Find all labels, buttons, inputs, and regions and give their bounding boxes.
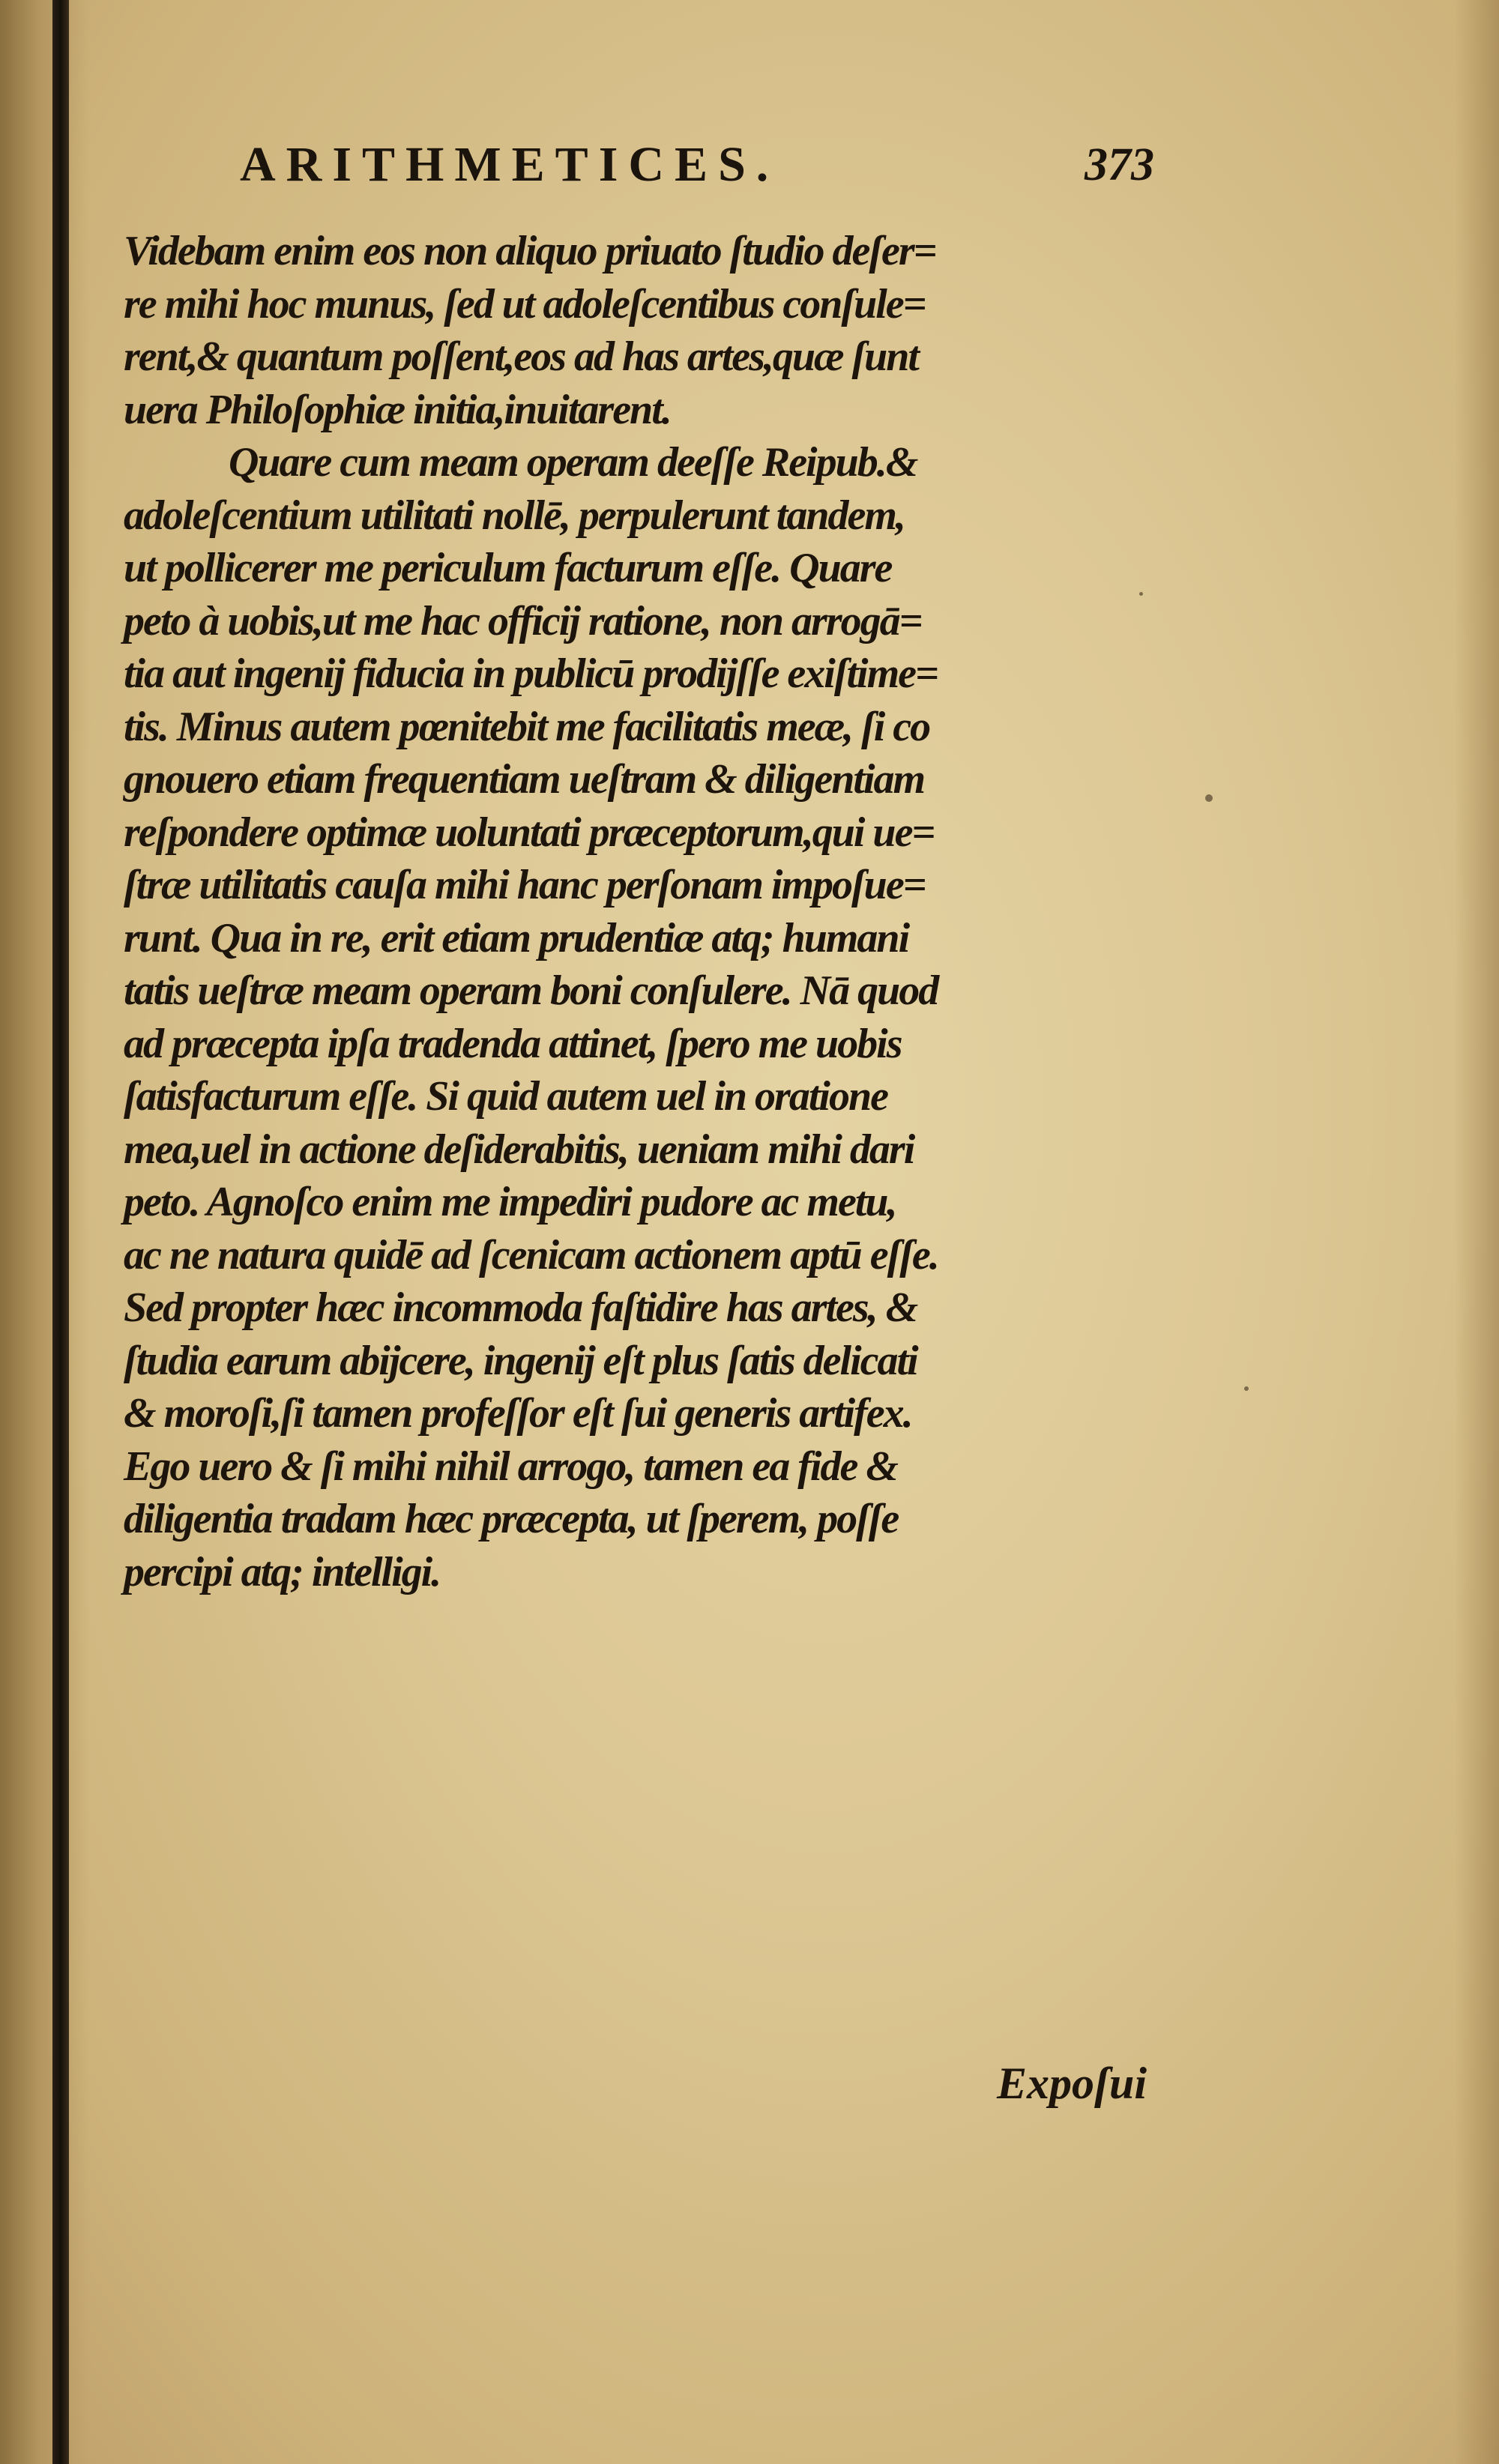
text-line: percipi atq; intelligi. [124,1548,441,1595]
text-line: ut pollicerer me periculum facturum eſſe. Quare [124,545,892,591]
text-line: reſpondere optimæ uoluntati præceptorum,qui ue= [124,809,935,856]
gutter-shadow [0,0,90,2464]
text-line: Ego uero & ſi mihi nihil arrogo, tamen ea fide & [124,1443,897,1490]
text-line: diligentia tradam hæc præcepta, ut ſperem, poſſe [124,1496,899,1542]
text-line: Sed propter hæc incommoda faſtidire has artes, & [124,1284,917,1331]
page-header [225,131,1154,199]
body-text [124,225,1158,1598]
binding-edge [52,0,69,2464]
text-line: re mihi hoc munus, ſed ut adoleſcentibus conſule= [124,280,926,327]
text-line: gnouero etiam frequentiam ueſtram & diligentiam [124,756,925,803]
page-edge-shadow [1454,0,1499,2464]
text-line: rent,& quantum poſſent,eos ad has artes,quæ ſunt [124,333,918,380]
text-line: adoleſcentium utilitati nollē, perpulerunt tandem, [124,492,905,539]
text-line: ſtudia earum abijcere, ingenij eſt plus ſatis delicati [124,1337,917,1384]
ink-speck [1205,794,1213,802]
text-line: ac ne natura quidē ad ſcenicam actionem aptū eſſe. [124,1231,938,1278]
text-line: peto à uobis,ut me hac officij ratione, non arrogā= [124,597,922,644]
catchword: Expoſui [996,2059,1147,2108]
text-line: uera Philoſophiæ initia,inuitarent. [124,386,671,433]
text-line: mea,uel in actione deſiderabitis, ueniam mihi dari [124,1126,914,1173]
page-number: 373 [1085,139,1154,190]
text-line: Videbam enim eos non aliquo priuato ſtudio deſer= [124,228,936,274]
text-line: peto. Agnoſco enim me impediri pudore ac metu, [124,1179,896,1225]
text-line: ſatisfacturum eſſe. Si quid autem uel in oratione [124,1073,887,1120]
text-line: tis. Minus autem pœnitebit me facilitatis meæ, ſi co [124,703,930,750]
text-line: ad præcepta ipſa tradenda attinet, ſpero me uobis [124,1020,902,1067]
ink-speck [1244,1386,1249,1391]
running-title: ARITHMETICES. [240,137,779,192]
text-line: tatis ueſtræ meam operam boni conſulere. Nā quod [124,967,938,1014]
text-line: tia aut ingenij fiducia in publicū prodijſſe exiſtime= [124,650,938,697]
text-line: & moroſi,ſi tamen profeſſor eſt ſui generis artifex. [124,1390,912,1437]
text-line: Quare cum meam operam deeſſe Reipub.& [229,439,917,486]
text-line: runt. Qua in re, erit etiam prudentiæ atq; humani [124,914,909,961]
text-line: ſtræ utilitatis cauſa mihi hanc perſonam impoſue= [124,862,926,908]
